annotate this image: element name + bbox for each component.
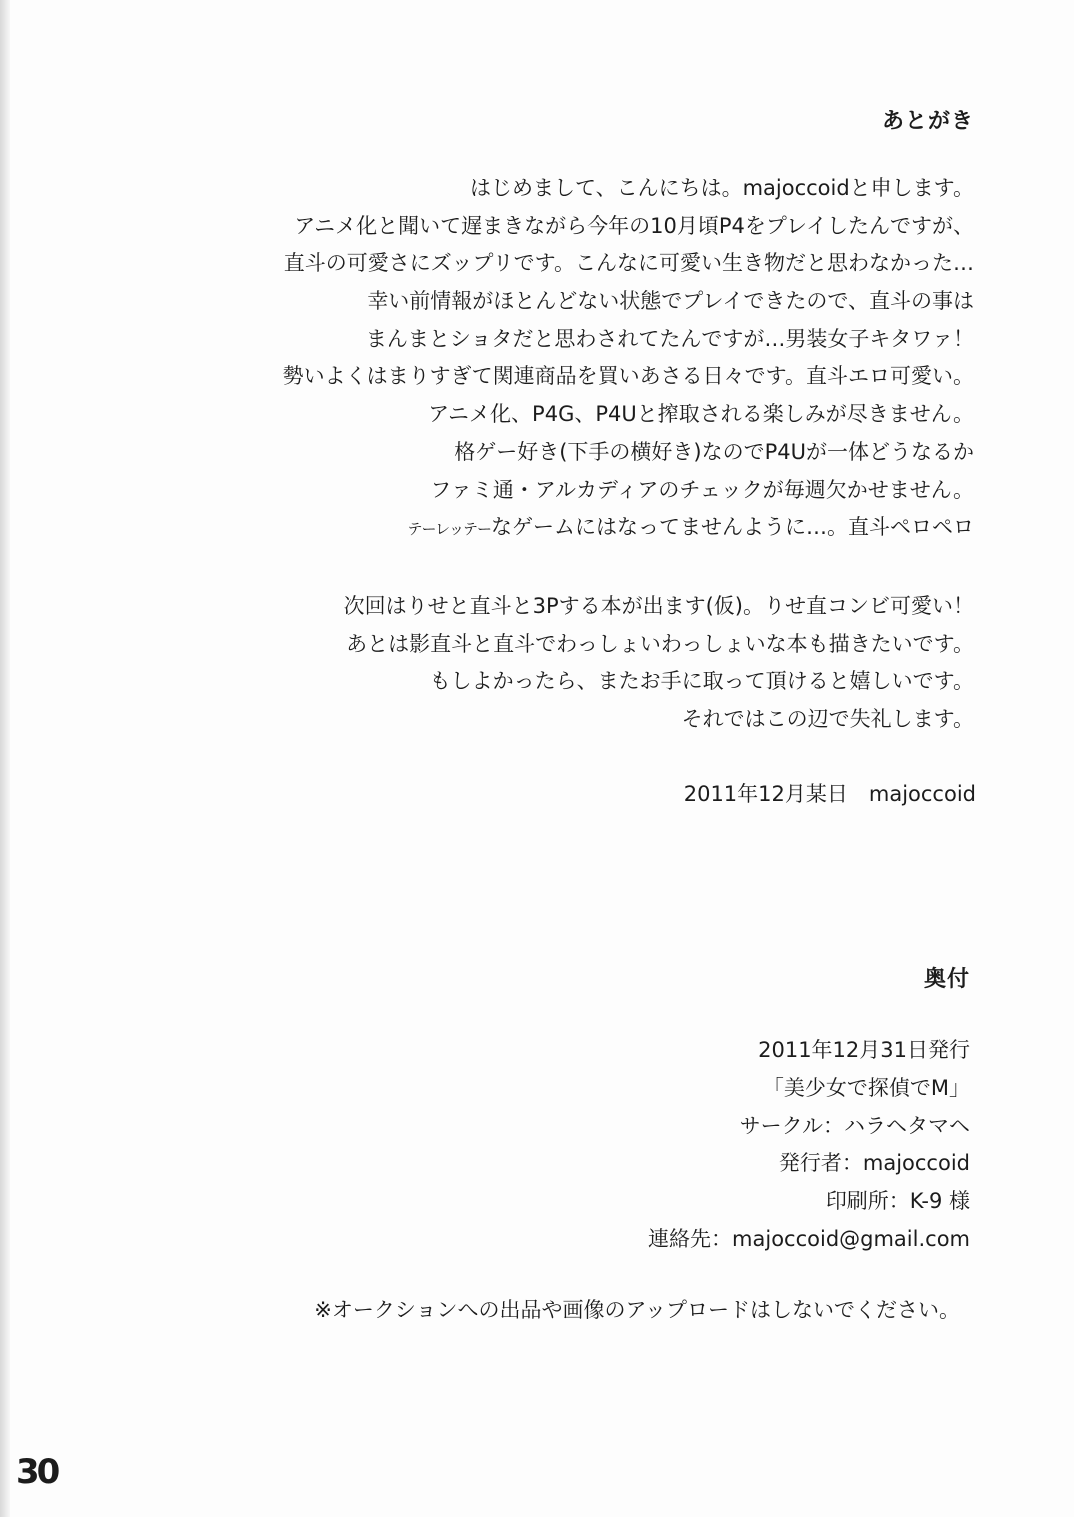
colophon-book-title: 「美少女で探偵でM」 xyxy=(762,1075,970,1100)
afterword-signature xyxy=(684,776,976,814)
page-number: 30 xyxy=(16,1452,58,1492)
afterword-line: まんまとショタだと思わされてたんですが…男装女子キタワァ！ xyxy=(365,326,974,351)
afterword-line: はじめまして、こんにちは。majoccoidと申します。 xyxy=(469,176,974,200)
afterword-line: アニメ化、P4G、P4Uと搾取される楽しみが尽きません。 xyxy=(428,402,974,427)
afterword-line: 次回はりせと直斗と3Pする本が出ます(仮)。りせ直コンビ可愛い！ xyxy=(343,594,974,618)
colophon-printer: 印刷所：K-9 様 xyxy=(825,1189,970,1214)
afterword-line: もしよかったら、またお手に取って頂けると嬉しいです。 xyxy=(429,669,974,694)
colophon-notice: ※オークションへの出品や画像のアップロードはしないでください。 xyxy=(314,1298,960,1322)
afterword-line-last xyxy=(283,509,974,547)
colophon-details xyxy=(648,1032,970,1259)
afterword-paragraph-2 xyxy=(344,588,974,739)
colophon-heading: 奥付 xyxy=(923,967,970,992)
afterword-signature-text: 2011年12月某日 majoccoid xyxy=(683,782,976,806)
colophon-publish-date: 2011年12月31日発行 xyxy=(758,1038,970,1062)
afterword-line: 格ゲー好き(下手の横好き)なのでP4Uが一体どうなるか xyxy=(454,439,974,464)
afterword-line: ファミ通・アルカディアのチェックが毎週欠かせません。 xyxy=(430,477,974,502)
afterword-heading: あとがき xyxy=(881,109,974,134)
colophon-publisher: 発行者：majoccoid xyxy=(778,1151,970,1176)
afterword-line: あとは影直斗と直斗でわっしょいわっしょいな本も描きたいです。 xyxy=(346,631,974,656)
afterword-paragraph-1 xyxy=(283,170,974,547)
afterword-line: 幸い前情報がほとんどない状態でプレイできたので、直斗の事は xyxy=(367,289,974,314)
afterword-small-kana: テーレッテー xyxy=(407,520,491,539)
afterword-line-last-rest: なゲームにはなってませんように…。直斗ペロペロ xyxy=(491,515,974,540)
colophon-circle: サークル：ハラヘタマヘ xyxy=(739,1113,970,1138)
afterword-line: それではこの辺で失礼します。 xyxy=(681,707,974,732)
afterword-line: 勢いよくはまりすぎて関連商品を買いあさる日々です。直斗エロ可愛い。 xyxy=(282,364,974,389)
colophon-contact: 連絡先：majoccoid@gmail.com xyxy=(648,1226,970,1251)
afterword-line: 直斗の可愛さにズップリです。こんなに可愛い生き物だと思わなかった… xyxy=(283,251,974,276)
afterword-line: アニメ化と聞いて遅まきながら今年の10月頃P4をプレイしたんですが、 xyxy=(294,213,974,238)
page-binding-edge xyxy=(0,0,10,1517)
